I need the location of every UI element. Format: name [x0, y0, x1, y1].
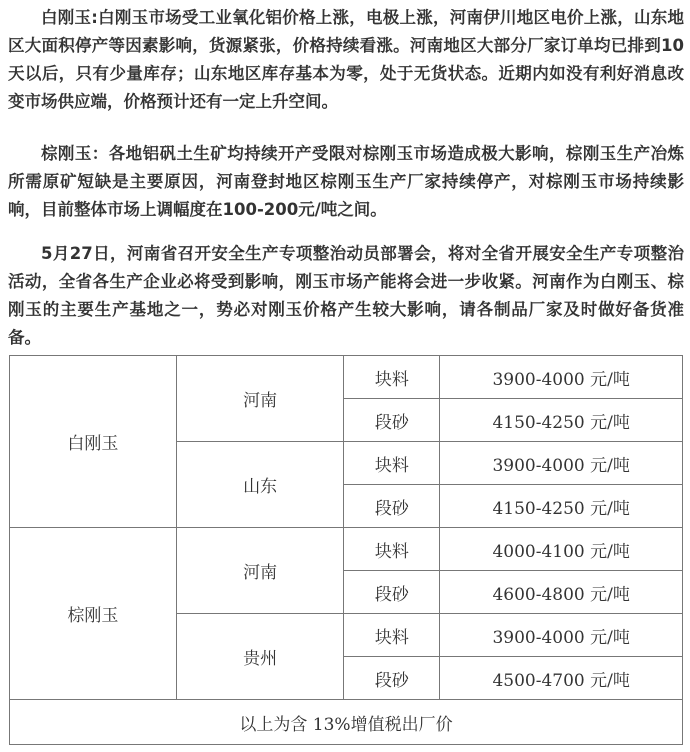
- region-cell: 河南: [176, 528, 344, 614]
- paragraph-safety-meeting: 5月27日，河南省召开安全生产专项整治动员部署会，将对全省开展安全生产专项整治活动，全省各生产企业必将受到影响，刚玉市场产能将会进一步收紧。河南作为白刚玉、棕刚玉的主要生产基地之一，势必对刚玉价格产生较大影响，请各制品厂家及时做好备货准备。: [8, 244, 684, 347]
- product-cell: 棕刚玉: [10, 528, 177, 700]
- price-cell: 3900-4000 元/吨: [440, 442, 683, 485]
- region-cell: 贵州: [176, 614, 344, 700]
- price-cell: 4150-4250 元/吨: [440, 485, 683, 528]
- price-cell: 4150-4250 元/吨: [440, 399, 683, 442]
- type-cell: 块料: [344, 528, 440, 571]
- table-footnote-row: [10, 700, 683, 745]
- price-table: [9, 355, 683, 745]
- price-cell: 4500-4700 元/吨: [440, 657, 683, 700]
- region-cell: 河南: [176, 356, 344, 442]
- table-row: [10, 356, 683, 399]
- type-cell: 块料: [344, 614, 440, 657]
- paragraph-white-corundum: 白刚玉:白刚玉市场受工业氧化铝价格上涨，电极上涨，河南伊川地区电价上涨，山东地区大面积停产等因素影响，货源紧张，价格持续看涨。河南地区大部分厂家订单均已排到10天以后，只有少量库存；山东地区库存基本为零，处于无货状态。近期内如没有利好消息改变市场供应端，价格预计还有一定上升空间。: [8, 8, 684, 111]
- price-cell: 3900-4000 元/吨: [440, 614, 683, 657]
- price-cell: 4000-4100 元/吨: [440, 528, 683, 571]
- product-cell: 白刚玉: [10, 356, 177, 528]
- type-cell: 段砂: [344, 571, 440, 614]
- type-cell: 段砂: [344, 399, 440, 442]
- tax-note: 以上为含 13%增值税出厂价: [10, 700, 683, 745]
- table-row: [10, 528, 683, 571]
- region-cell: 山东: [176, 442, 344, 528]
- price-cell: 3900-4000 元/吨: [440, 356, 683, 399]
- price-cell: 4600-4800 元/吨: [440, 571, 683, 614]
- type-cell: 段砂: [344, 657, 440, 700]
- type-cell: 块料: [344, 356, 440, 399]
- type-cell: 段砂: [344, 485, 440, 528]
- paragraph-brown-corundum: 棕刚玉：各地铝矾土生矿均持续开产受限对棕刚玉市场造成极大影响，棕刚玉生产冶炼所需原矿短缺是主要原因，河南登封地区棕刚玉生产厂家持续停产，对棕刚玉市场持续影响，目前整体市场上调幅度在100-200元/吨之间。: [8, 144, 684, 219]
- type-cell: 块料: [344, 442, 440, 485]
